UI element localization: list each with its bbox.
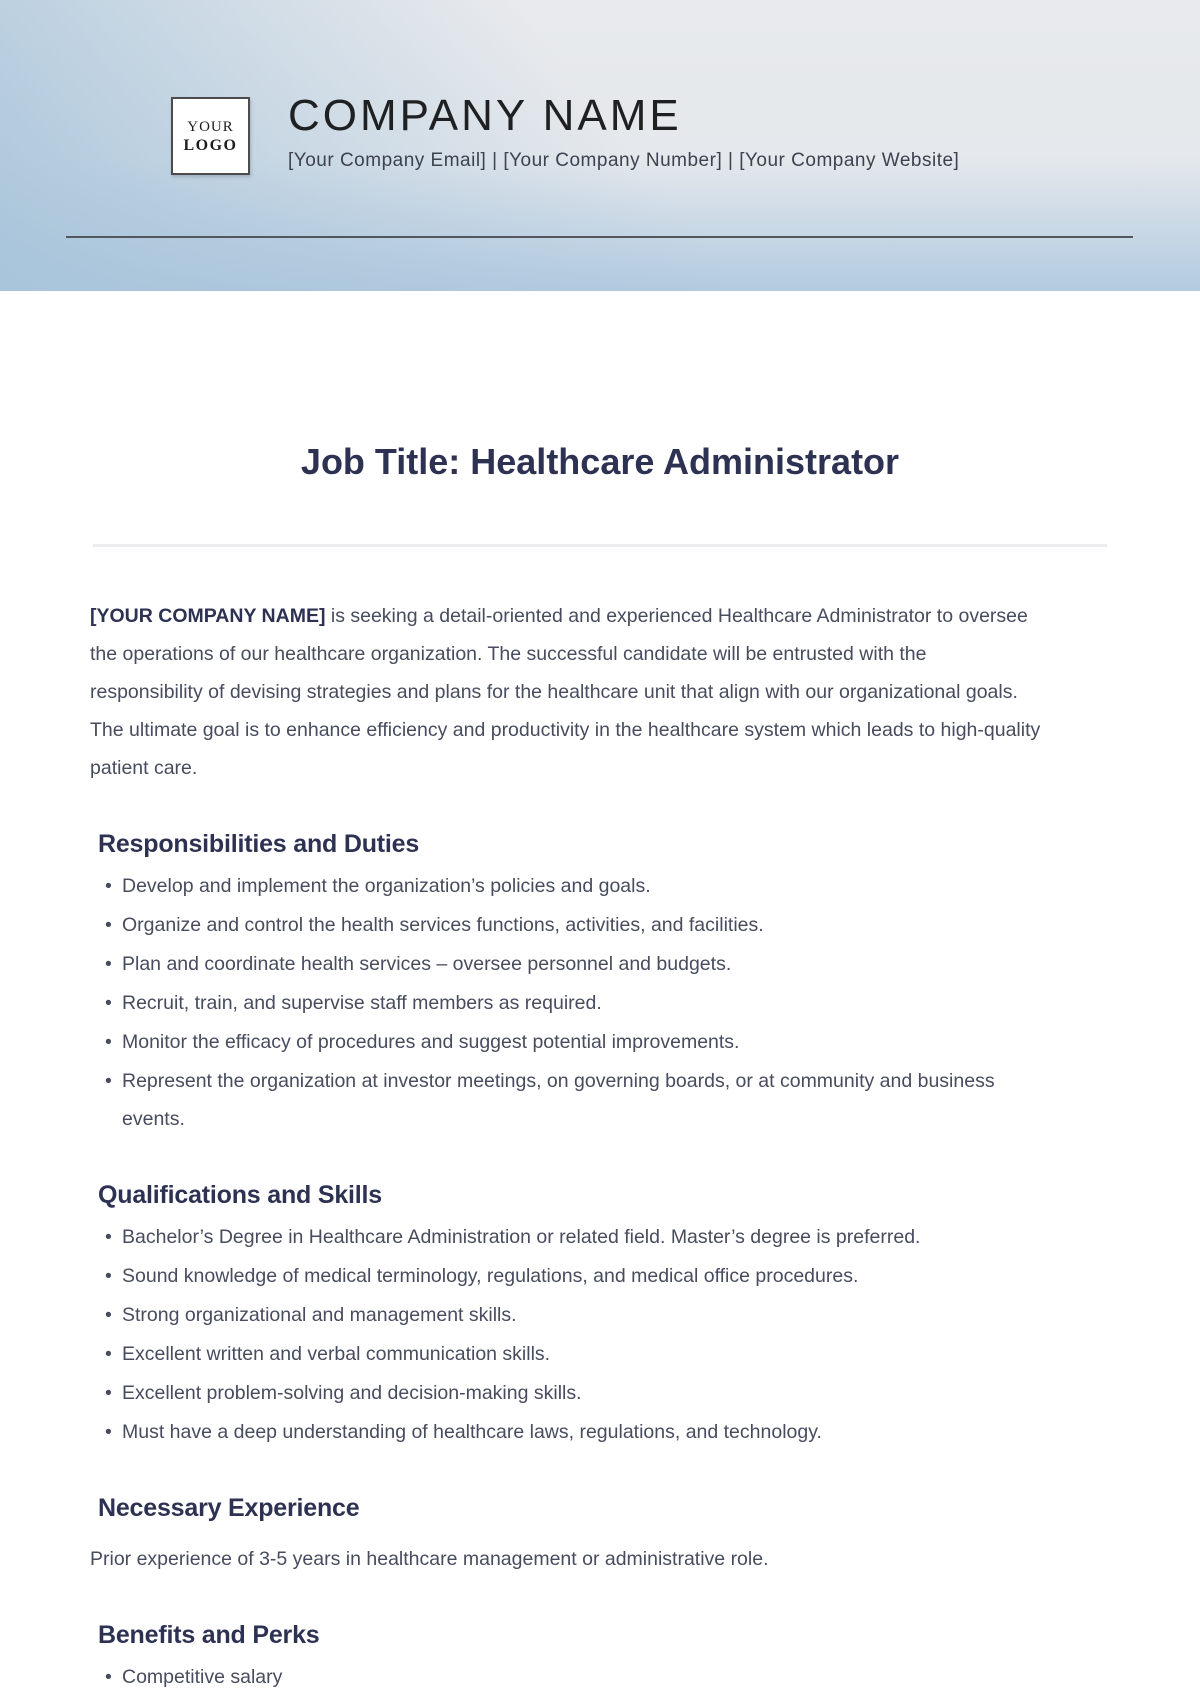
list-item bbox=[105, 1023, 1042, 1061]
bullet-icon: • bbox=[105, 1421, 112, 1443]
list-item bbox=[105, 1658, 1042, 1696]
bullet-icon: • bbox=[105, 992, 112, 1014]
responsibilities-list bbox=[90, 867, 1042, 1138]
list-item-text: Organize and control the health services functions, activities, and facilities. bbox=[122, 914, 764, 936]
company-name-placeholder: [YOUR COMPANY NAME] bbox=[90, 605, 326, 627]
company-contact-line: [Your Company Email] | [Your Company Number] | [Your Company Website] bbox=[288, 150, 960, 171]
list-item bbox=[105, 945, 1042, 983]
section-experience bbox=[90, 1493, 1110, 1578]
bullet-icon: • bbox=[105, 1343, 112, 1365]
list-item bbox=[105, 906, 1042, 944]
list-item-text: Strong organizational and management skills. bbox=[122, 1304, 517, 1326]
list-item-text: Develop and implement the organization’s policies and goals. bbox=[122, 875, 651, 897]
list-item bbox=[105, 1257, 1042, 1295]
section-responsibilities bbox=[90, 829, 1110, 1138]
bullet-icon: • bbox=[105, 1666, 112, 1688]
list-item-text: Recruit, train, and supervise staff members as required. bbox=[122, 992, 602, 1014]
bullet-icon: • bbox=[105, 1031, 112, 1053]
list-item-text: Excellent problem-solving and decision-making skills. bbox=[122, 1382, 582, 1404]
header-divider bbox=[66, 236, 1133, 238]
bullet-icon: • bbox=[105, 1304, 112, 1326]
document-body bbox=[0, 441, 1200, 1696]
company-identity bbox=[288, 93, 959, 172]
list-item bbox=[105, 1413, 1042, 1451]
title-divider bbox=[93, 544, 1107, 547]
bullet-icon: • bbox=[105, 1382, 112, 1404]
list-item-text: Must have a deep understanding of healthcare laws, regulations, and technology. bbox=[122, 1421, 822, 1443]
bullet-icon: • bbox=[105, 1265, 112, 1287]
section-heading-benefits: Benefits and Perks bbox=[98, 1621, 320, 1649]
list-item bbox=[105, 1296, 1042, 1334]
company-name: COMPANY NAME bbox=[288, 91, 682, 140]
list-item bbox=[105, 984, 1042, 1022]
bullet-icon: • bbox=[105, 914, 112, 936]
logo-text-your: YOUR bbox=[187, 118, 234, 135]
section-qualifications bbox=[90, 1180, 1110, 1451]
list-item-text: Sound knowledge of medical terminology, regulations, and medical office procedures. bbox=[122, 1265, 859, 1287]
list-item bbox=[105, 1335, 1042, 1373]
list-item-text: Excellent written and verbal communication skills. bbox=[122, 1343, 551, 1365]
section-benefits bbox=[90, 1620, 1110, 1696]
section-heading-experience: Necessary Experience bbox=[98, 1494, 360, 1522]
list-item-text: Monitor the efficacy of procedures and suggest potential improvements. bbox=[122, 1031, 740, 1053]
bullet-icon: • bbox=[105, 875, 112, 897]
letterhead bbox=[0, 0, 1200, 291]
section-heading-qualifications: Qualifications and Skills bbox=[98, 1181, 382, 1209]
list-item bbox=[105, 1374, 1042, 1412]
intro-paragraph bbox=[90, 597, 1042, 787]
list-item bbox=[105, 867, 1042, 905]
list-item-text: Plan and coordinate health services – oversee personnel and budgets. bbox=[122, 953, 732, 975]
company-logo bbox=[171, 97, 250, 175]
list-item bbox=[105, 1062, 1042, 1138]
logo-text-logo: LOGO bbox=[183, 136, 238, 154]
list-item-text: Competitive salary bbox=[122, 1666, 283, 1688]
list-item bbox=[105, 1218, 1042, 1256]
bullet-icon: • bbox=[105, 953, 112, 975]
list-item-text: Bachelor’s Degree in Healthcare Administration or related field. Master’s degree is preferred. bbox=[122, 1226, 921, 1248]
bullet-icon: • bbox=[105, 1226, 112, 1248]
intro-text: is seeking a detail-oriented and experienced Healthcare Administrator to oversee the operations of our healthcare organization. The successful candidate will be entrusted with the responsibility of devising strategies and plans for the healthcare unit that align with our organizational goals. The ultimate goal is to enhance efficiency and productivity in the healthcare system which leads to high-quality patient care. bbox=[90, 605, 1041, 779]
section-heading-responsibilities: Responsibilities and Duties bbox=[98, 830, 420, 858]
job-title-heading: Job Title: Healthcare Administrator bbox=[300, 441, 900, 482]
qualifications-list bbox=[90, 1218, 1042, 1451]
bullet-icon: • bbox=[105, 1070, 112, 1092]
experience-paragraph: Prior experience of 3-5 years in healthcare management or administrative role. bbox=[90, 1548, 769, 1570]
list-item-text: Represent the organization at investor meetings, on governing boards, or at community and business events. bbox=[122, 1070, 995, 1130]
benefits-list bbox=[90, 1658, 1042, 1696]
